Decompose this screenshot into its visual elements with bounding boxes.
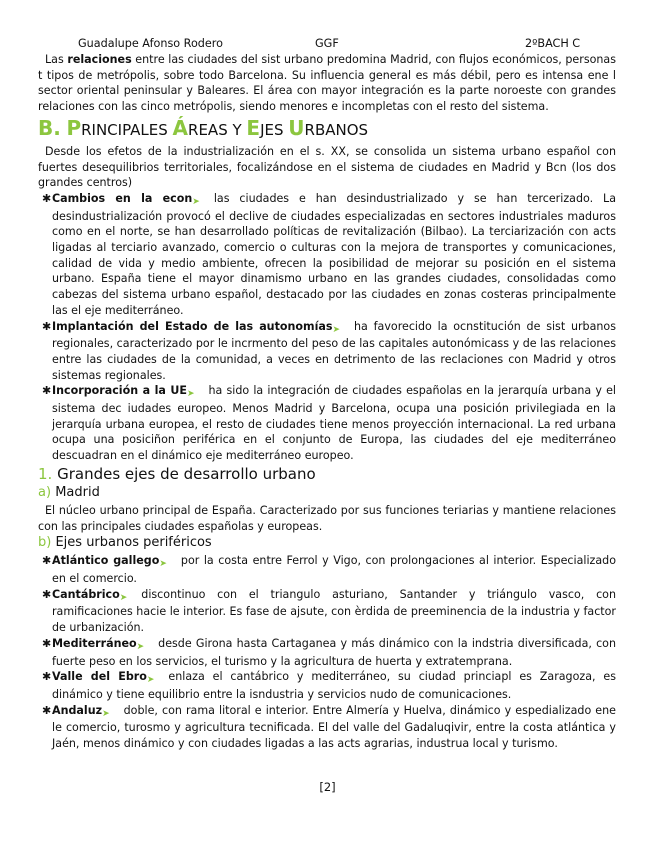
bullet-item — [38, 553, 616, 586]
bullet-term: Incorporación a la UE — [52, 384, 187, 398]
bullet-text: doble, con rama litoral e interior. Entre Almería y Huelva, dinámico y espedializado ene le comercio, turosmo y agricultura tecnificada. El del valle del Gadaluqivir, entre la costa atlántica y Jaén, menos dinámico y con ciudades ligadas a las acts agrarias, industrua local y turismo. — [52, 703, 616, 751]
bullet-text: enlaza el cantábrico y mediterráneo, su ciudad princiapl es Zaragoza, es dinámico y tiene equilibrio entre la isndustria y servicios nudo de comunicaciones. — [52, 670, 616, 701]
subsection-b-bullets — [38, 553, 616, 751]
green-arrow-icon: ➤ — [102, 708, 110, 719]
star-bullet-icon: ✱ — [42, 636, 52, 650]
bullet-text: desde Girona hasta Cartaganea y más dinámico con la indstria diversificada, con fuerte peso en los servicios, el turismo y la agricultura de huerta y extratemprana. — [52, 636, 616, 668]
bullet-term: Cantábrico — [52, 587, 120, 601]
section-1-title — [38, 465, 616, 484]
document-page — [38, 37, 616, 752]
green-arrow-icon: ➤ — [136, 641, 145, 652]
intro-bold-term: relaciones — [67, 53, 132, 66]
subsection-a-text: El núcleo urbano principal de España. Caracterizado por sus funciones teriarias y mantiene relaciones con las principales ciudades españolas y europeas. — [38, 503, 616, 533]
green-arrow-icon: ➤ — [159, 559, 167, 570]
subsection-a-heading: Madrid — [55, 484, 100, 500]
green-arrow-icon: ➤ — [332, 324, 341, 335]
intro-paragraph: Las relaciones entre las ciudades del sist urbano predomina Madrid, con flujos económicos, personas t tipos de metrópolis, sobre todo Barcelona. Su influencia general es más débil, pero es intensa ene l sector oriental peninsular y Baleares. El área con mayor integración es la parte noroeste con grandes relaciones con las cinco metrópolis, siendo menores e incompletas con el resto del sistema. — [38, 53, 616, 114]
section-1-number: 1. — [38, 464, 53, 483]
green-arrow-icon: ➤ — [186, 389, 195, 400]
bullet-item — [38, 383, 616, 464]
bullet-item — [38, 587, 616, 636]
section-b-letter: B. — [38, 115, 61, 140]
star-bullet-icon: ✱ — [42, 554, 52, 568]
green-arrow-icon: ➤ — [119, 592, 128, 603]
bullet-term: Cambios en la econ — [52, 191, 193, 205]
section-b-bullets — [38, 191, 616, 464]
star-bullet-icon: ✱ — [42, 384, 52, 398]
subsection-b-heading: Ejes urbanos periféricos — [55, 535, 212, 551]
green-arrow-icon: ➤ — [192, 196, 200, 207]
section-b-heading: PRINCIPALES ÁREAS Y EJES URBANOS — [66, 115, 369, 140]
bullet-text: las ciudades e han desindustrializado y se han tercerizado. La desindustrialización provocó el declive de ciudades especializadas en sectores industriales maduros como en el norte, se han desarrollado políticas de revitalización (Bilbao). La terciarización con acts ligadas al terciario avanzado, comercio o culturas con la mejora de transportes y comunicaciones, calidad de vida y medio ambiente, ofrecen la posibilidad de mejorar su posición en el sistema urbano. España tiene el mayor dinamismo urbano en las grandes ciudades, consolidadas como cabezas del sistema urbano español, destacado por las ciudades en zonas costeras principalmente las el eje mediterráneo. — [52, 191, 617, 317]
bullet-term: Implantación del Estado de las autonomías — [52, 319, 333, 333]
bullet-item — [38, 669, 616, 702]
bullet-item — [38, 636, 616, 669]
bullet-item — [38, 191, 616, 319]
bullet-text: discontinuo con el triangulo asturiano, Santander y triángulo vasco, con ramificaciones hacie le interior. Es fase de ajsute, con èrdida de preeminencia de la industria y factor de urbanización. — [52, 587, 616, 635]
section-b-title — [38, 117, 616, 141]
bullet-term: Mediterráneo — [52, 636, 137, 650]
green-arrow-icon: ➤ — [146, 675, 155, 686]
bullet-text: ha sido la integración de ciudades españolas en la jerarquía urbana y el sistema dec iudades europeo. Menos Madrid y Barcelona, ocupa una posición privilegiada en la jerarquía urbana europea, el resto de ciudades tiene menos proyección internacional. La red urbana ocupa una posiciñon periférica en el conjunto de Europa, las ciudades del eje mediterráneo descuadran en el dinámico eje mediterráneo europeo. — [52, 384, 616, 463]
star-bullet-icon: ✱ — [42, 587, 52, 601]
section-1-heading: Grandes ejes de desarrollo urbano — [57, 464, 316, 483]
page-header — [38, 37, 616, 52]
bullet-text: por la costa entre Ferrol y Vigo, con prolongaciones al interior. Especializado en el comercio. — [52, 554, 616, 585]
subsection-a-title — [38, 485, 616, 501]
section-b-intro: Desde los efetos de la industrialización en el s. XX, se consolida un sistema urbano español con fuertes desequilibrios territoriales, focalizándose en el sistema de ciudades en Madrid y Bcn (los dos grandes centros) — [38, 144, 616, 190]
bullet-item — [38, 319, 616, 384]
bullet-term: Andaluz — [52, 703, 103, 717]
star-bullet-icon: ✱ — [42, 703, 52, 717]
star-bullet-icon: ✱ — [42, 191, 52, 205]
bullet-item — [38, 703, 616, 752]
subsection-b-letter: b) — [38, 535, 52, 551]
bullet-text: ha favorecido la ocnstitución de sist urbanos regionales, caracterizado por le incrmento del peso de las capitales autonómicass y de las relaciones entre las ciudades de la comunidad, a veces en detrimento de las reclaciones con Madrid y otros sistemas regionales. — [52, 319, 616, 382]
bullet-term: Atlántico gallego — [52, 554, 160, 568]
star-bullet-icon: ✱ — [42, 670, 52, 684]
header-author: Guadalupe Afonso Rodero — [78, 37, 223, 50]
page-number: [2] — [319, 780, 336, 794]
header-subject: GGF — [315, 37, 339, 50]
subsection-a-letter: a) — [38, 484, 52, 500]
bullet-term: Valle del Ebro — [52, 670, 147, 684]
subsection-b-title — [38, 535, 616, 551]
star-bullet-icon: ✱ — [42, 319, 52, 333]
header-group: 2ºBACH C — [525, 37, 581, 50]
